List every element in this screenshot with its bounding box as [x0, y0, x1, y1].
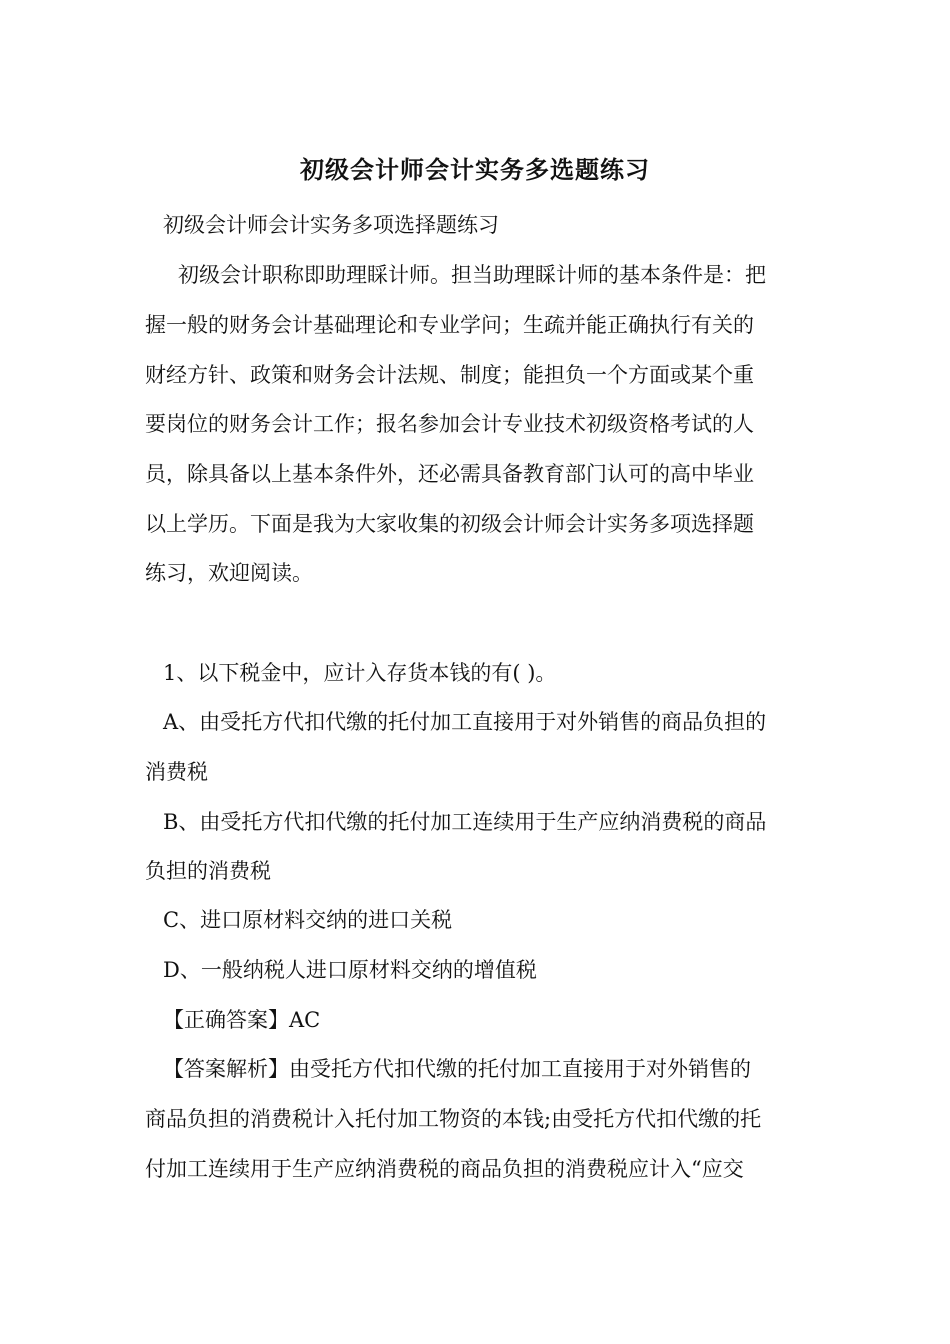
answer-analysis-line: 付加工连续用于生产应纳消费税的商品负担的消费税应计入“应交 [145, 1157, 744, 1181]
option-a: A、由受托方代扣代缴的托付加工直接用于对外销售的商品负担的 [163, 710, 767, 734]
option-b-continued: 负担的消费税 [145, 859, 271, 883]
subtitle: 初级会计师会计实务多项选择题练习 [163, 213, 499, 237]
intro-line: 员，除具备以上基本条件外，还必需具备教育部门认可的高中毕业 [145, 462, 754, 486]
correct-answer: 【正确答案】AC [163, 1008, 321, 1032]
option-a-continued: 消费税 [145, 760, 208, 784]
question-stem: 1、以下税金中，应计入存货本钱的有( )。 [163, 661, 557, 685]
intro-line: 练习，欢迎阅读。 [145, 561, 313, 585]
option-d: D、一般纳税人进口原材料交纳的增值税 [163, 958, 537, 982]
intro-line: 以上学历。下面是我为大家收集的初级会计师会计实务多项选择题 [145, 512, 754, 536]
intro-line: 握一般的财务会计基础理论和专业学问；生疏并能正确执行有关的 [145, 313, 754, 337]
intro-line: 财经方针、政策和财务会计法规、制度；能担负一个方面或某个重 [145, 363, 754, 387]
answer-analysis-line: 【答案解析】由受托方代扣代缴的托付加工直接用于对外销售的 [163, 1057, 751, 1081]
intro-line: 要岗位的财务会计工作；报名参加会计专业技术初级资格考试的人 [145, 412, 754, 436]
option-b: B、由受托方代扣代缴的托付加工连续用于生产应纳消费税的商品 [163, 810, 767, 834]
answer-analysis-line: 商品负担的消费税计入托付加工物资的本钱;由受托方代扣代缴的托 [145, 1107, 762, 1131]
intro-line: 初级会计职称即助理睬计师。担当助理睬计师的基本条件是：把 [178, 263, 766, 287]
page-title: 初级会计师会计实务多选题练习 [300, 155, 650, 184]
option-c: C、进口原材料交纳的进口关税 [163, 908, 453, 932]
